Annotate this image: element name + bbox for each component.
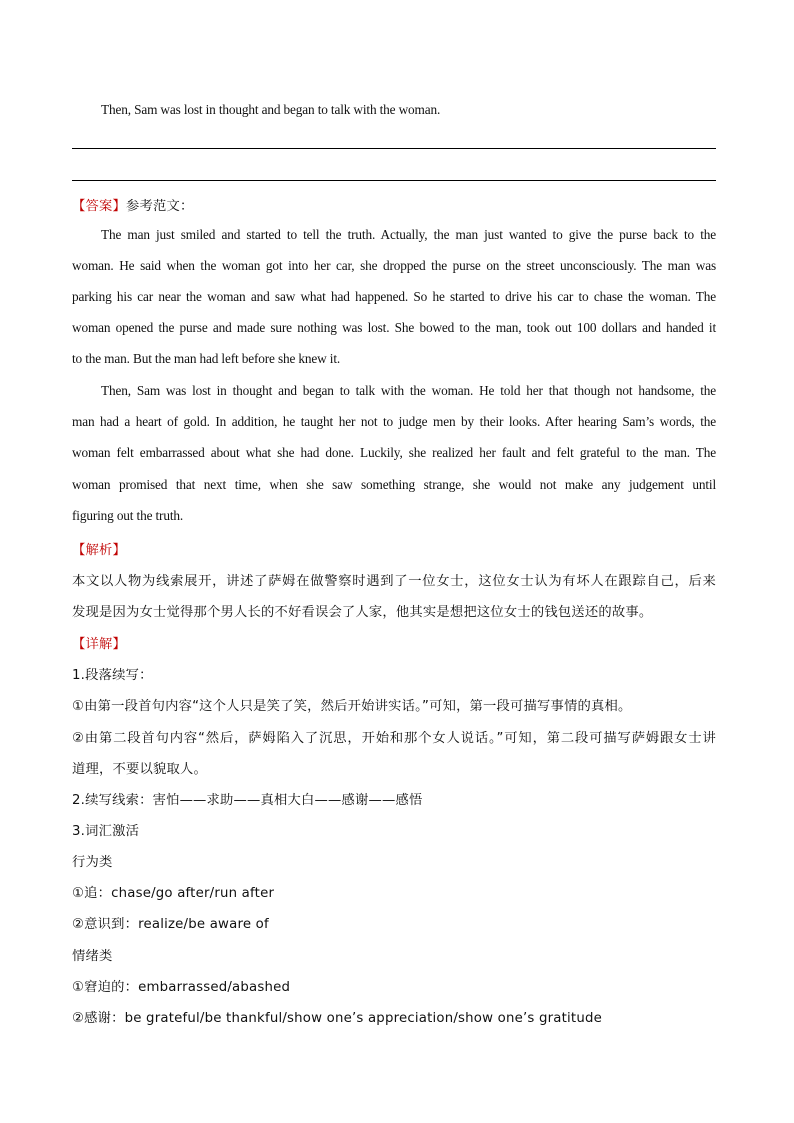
essay-p2-line-3: woman felt embarrassed about what she had done. Luckily, she realized her fault and felt grateful to the man. The (72, 445, 716, 460)
details-tag: 【详解】 (72, 637, 126, 652)
prompt-line: Then, Sam was lost in thought and began to talk with the woman. (101, 102, 441, 117)
analysis-tag: 【解析】 (72, 543, 126, 558)
section-1-item-1: ①由第一段首句内容“这个人只是笑了笑，然后开始讲实话。”可知，第一段可描写事情的真相。 (72, 699, 632, 714)
section-1-title: 1.段落续写： (72, 668, 153, 683)
writing-line-2 (72, 180, 716, 181)
essay-p1-line-2: woman. He said when the woman got into her car, she dropped the purse on the street unconsciously. The man was (72, 258, 716, 273)
essay-p2-line-4: woman promised that next time, when she saw something strange, she would not make any judgement until (72, 477, 716, 492)
section-1-item-2-line-1: ②由第二段首句内容“然后，萨姆陷入了沉思，开始和那个女人说话。”可知，第二段可描写萨姆跟女士讲 (72, 731, 716, 746)
category-behavior: 行为类 (72, 855, 113, 870)
section-1-item-2-line-2: 道理，不要以貌取人。 (72, 762, 207, 777)
essay-p1-line-3: parking his car near the woman and saw what had happened. So he started to drive his car to chase the woman. The (72, 289, 716, 304)
answer-heading (72, 195, 716, 214)
category-emotion-item-2: ②感谢：be grateful/be thankful/show one’s appreciation/show one’s gratitude (72, 1011, 602, 1026)
answer-tag: 【答案】 (72, 199, 126, 214)
category-emotion-item-1: ①窘迫的：embarrassed/abashed (72, 980, 291, 995)
essay-p1-line-1: The man just smiled and started to tell the truth. Actually, the man just wanted to give the purse back to the (101, 227, 716, 242)
category-behavior-item-1: ①追：chase/go after/run after (72, 886, 275, 901)
section-3-title: 3.词汇激活 (72, 824, 140, 839)
category-behavior-item-2: ②意识到：realize/be aware of (72, 917, 269, 932)
category-emotion: 情绪类 (72, 949, 113, 964)
essay-p1-line-4: woman opened the purse and made sure nothing was lost. She bowed to the man, took out 100 dollars and handed it (72, 320, 716, 335)
section-2-clues: 2.续写线索：害怕——求助——真相大白——感谢——感悟 (72, 793, 423, 808)
answer-label: 参考范文： (126, 199, 194, 214)
essay-p2-line-2: man had a heart of gold. In addition, he taught her not to judge men by their looks. After hearing Sam’s words, the (72, 414, 716, 429)
essay-p2-line-1: Then, Sam was lost in thought and began to talk with the woman. He told her that though not handsome, the (101, 383, 716, 398)
essay-p1-line-5: to the man. But the man had left before she knew it. (72, 351, 341, 366)
essay-p2-line-5: figuring out the truth. (72, 508, 184, 523)
writing-line-1 (72, 148, 716, 149)
analysis-line-1: 本文以人物为线索展开，讲述了萨姆在做警察时遇到了一位女士，这位女士认为有坏人在跟踪自己，后来 (72, 574, 716, 589)
analysis-line-2: 发现是因为女士觉得那个男人长的不好看误会了人家，他其实是想把这位女士的钱包送还的故事。 (72, 605, 653, 620)
